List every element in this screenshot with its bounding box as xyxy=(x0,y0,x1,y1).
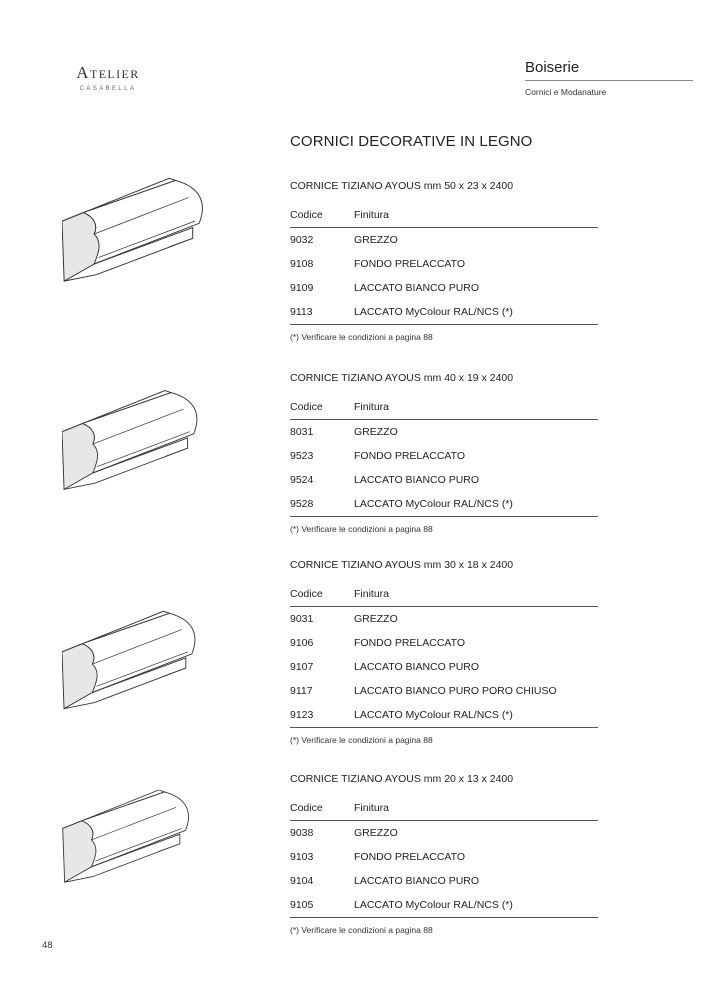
table-header xyxy=(290,796,598,820)
column-header-finish: Finitura xyxy=(354,395,598,419)
table-row xyxy=(290,444,598,468)
moulding-illustration xyxy=(62,378,202,506)
product-table xyxy=(290,796,598,918)
table-row xyxy=(290,468,598,492)
brand-subname: CASABELLA xyxy=(79,86,137,92)
column-header-code: Codice xyxy=(290,395,354,419)
table-row xyxy=(290,419,598,443)
row-code: 9117 xyxy=(290,685,313,698)
table-header xyxy=(290,395,598,419)
row-code: 9031 xyxy=(290,612,314,625)
row-finish: FONDO PRELACCATO xyxy=(354,850,466,863)
table-row xyxy=(290,703,598,727)
row-finish: LACCATO BIANCO PURO PORO CHIUSO xyxy=(354,685,557,698)
table-row xyxy=(290,679,598,703)
row-finish: LACCATO MyColour RAL/NCS (*) xyxy=(354,300,598,324)
column-header-code: Codice xyxy=(290,203,354,227)
table-row xyxy=(290,227,598,251)
row-finish: FONDO PRELACCATO xyxy=(354,636,466,649)
row-code: 9103 xyxy=(290,850,314,863)
product-title: CORNICE TIZIANO AYOUS mm 30 x 18 x 2400 xyxy=(290,559,514,571)
footnote: (*) Verificare le condizioni a pagina 88 xyxy=(290,331,433,342)
section-header xyxy=(525,58,693,97)
page-title: CORNICI DECORATIVE IN LEGNO xyxy=(290,133,533,150)
row-finish: LACCATO BIANCO PURO xyxy=(354,875,480,888)
row-finish: GREZZO xyxy=(354,826,398,839)
row-code: 9109 xyxy=(290,282,314,295)
table-row xyxy=(290,300,598,324)
product-table xyxy=(290,395,598,517)
page-number: 48 xyxy=(42,940,53,951)
column-header-code: Codice xyxy=(290,796,354,820)
row-finish: LACCATO MyColour RAL/NCS (*) xyxy=(354,492,598,516)
row-finish: LACCATO BIANCO PURO xyxy=(354,474,480,487)
row-finish: FONDO PRELACCATO xyxy=(354,449,466,462)
table-header xyxy=(290,203,598,227)
row-finish: GREZZO xyxy=(354,425,398,438)
section-title: Boiserie xyxy=(525,58,693,81)
column-header-finish: Finitura xyxy=(354,796,598,820)
row-code: 8031 xyxy=(290,425,314,438)
moulding-illustration xyxy=(62,604,200,720)
table-row xyxy=(290,492,598,516)
section-subtitle: Cornici e Modanature xyxy=(525,87,607,97)
product-block xyxy=(290,772,598,935)
row-code: 9104 xyxy=(290,875,314,888)
row-code: 9105 xyxy=(290,893,354,917)
table-row xyxy=(290,606,598,630)
row-code: 9032 xyxy=(290,233,314,246)
row-code: 9523 xyxy=(290,449,314,462)
row-finish: LACCATO BIANCO PURO xyxy=(354,661,480,674)
column-header-finish: Finitura xyxy=(354,582,598,606)
row-finish: FONDO PRELACCATO xyxy=(354,257,466,270)
column-header-finish: Finitura xyxy=(354,203,598,227)
product-table xyxy=(290,203,598,325)
row-finish: GREZZO xyxy=(354,612,398,625)
row-code: 9106 xyxy=(290,636,314,649)
product-block xyxy=(290,558,598,745)
table-row xyxy=(290,252,598,276)
table-row xyxy=(290,845,598,869)
row-finish: LACCATO MyColour RAL/NCS (*) xyxy=(354,893,598,917)
table-row xyxy=(290,276,598,300)
table-row xyxy=(290,820,598,844)
row-code: 9107 xyxy=(290,661,314,674)
table-row xyxy=(290,631,598,655)
row-code: 9524 xyxy=(290,474,314,487)
row-code: 9123 xyxy=(290,703,354,727)
row-finish: GREZZO xyxy=(354,233,398,246)
table-row xyxy=(290,655,598,679)
product-table xyxy=(290,582,598,728)
row-code: 9038 xyxy=(290,826,314,839)
moulding-illustration xyxy=(62,173,212,295)
product-block xyxy=(290,179,598,342)
table-row xyxy=(290,893,598,917)
brand-name: Atelier xyxy=(76,63,140,82)
footnote: (*) Verificare le condizioni a pagina 88 xyxy=(290,735,433,746)
table-row xyxy=(290,869,598,893)
table-header xyxy=(290,582,598,606)
product-title: CORNICE TIZIANO AYOUS mm 40 x 19 x 2400 xyxy=(290,372,514,384)
product-block xyxy=(290,371,598,534)
brand-logo xyxy=(66,64,150,92)
row-finish: LACCATO BIANCO PURO xyxy=(354,282,480,295)
footnote: (*) Verificare le condizioni a pagina 88 xyxy=(290,924,433,935)
product-title: CORNICE TIZIANO AYOUS mm 50 x 23 x 2400 xyxy=(290,180,514,192)
product-title: CORNICE TIZIANO AYOUS mm 20 x 13 x 2400 xyxy=(290,773,514,785)
row-code: 9528 xyxy=(290,492,354,516)
row-code: 9108 xyxy=(290,257,314,270)
footnote: (*) Verificare le condizioni a pagina 88 xyxy=(290,523,433,534)
moulding-illustration xyxy=(62,790,194,886)
row-finish: LACCATO MyColour RAL/NCS (*) xyxy=(354,703,598,727)
row-code: 9113 xyxy=(290,300,354,324)
column-header-code: Codice xyxy=(290,582,354,606)
